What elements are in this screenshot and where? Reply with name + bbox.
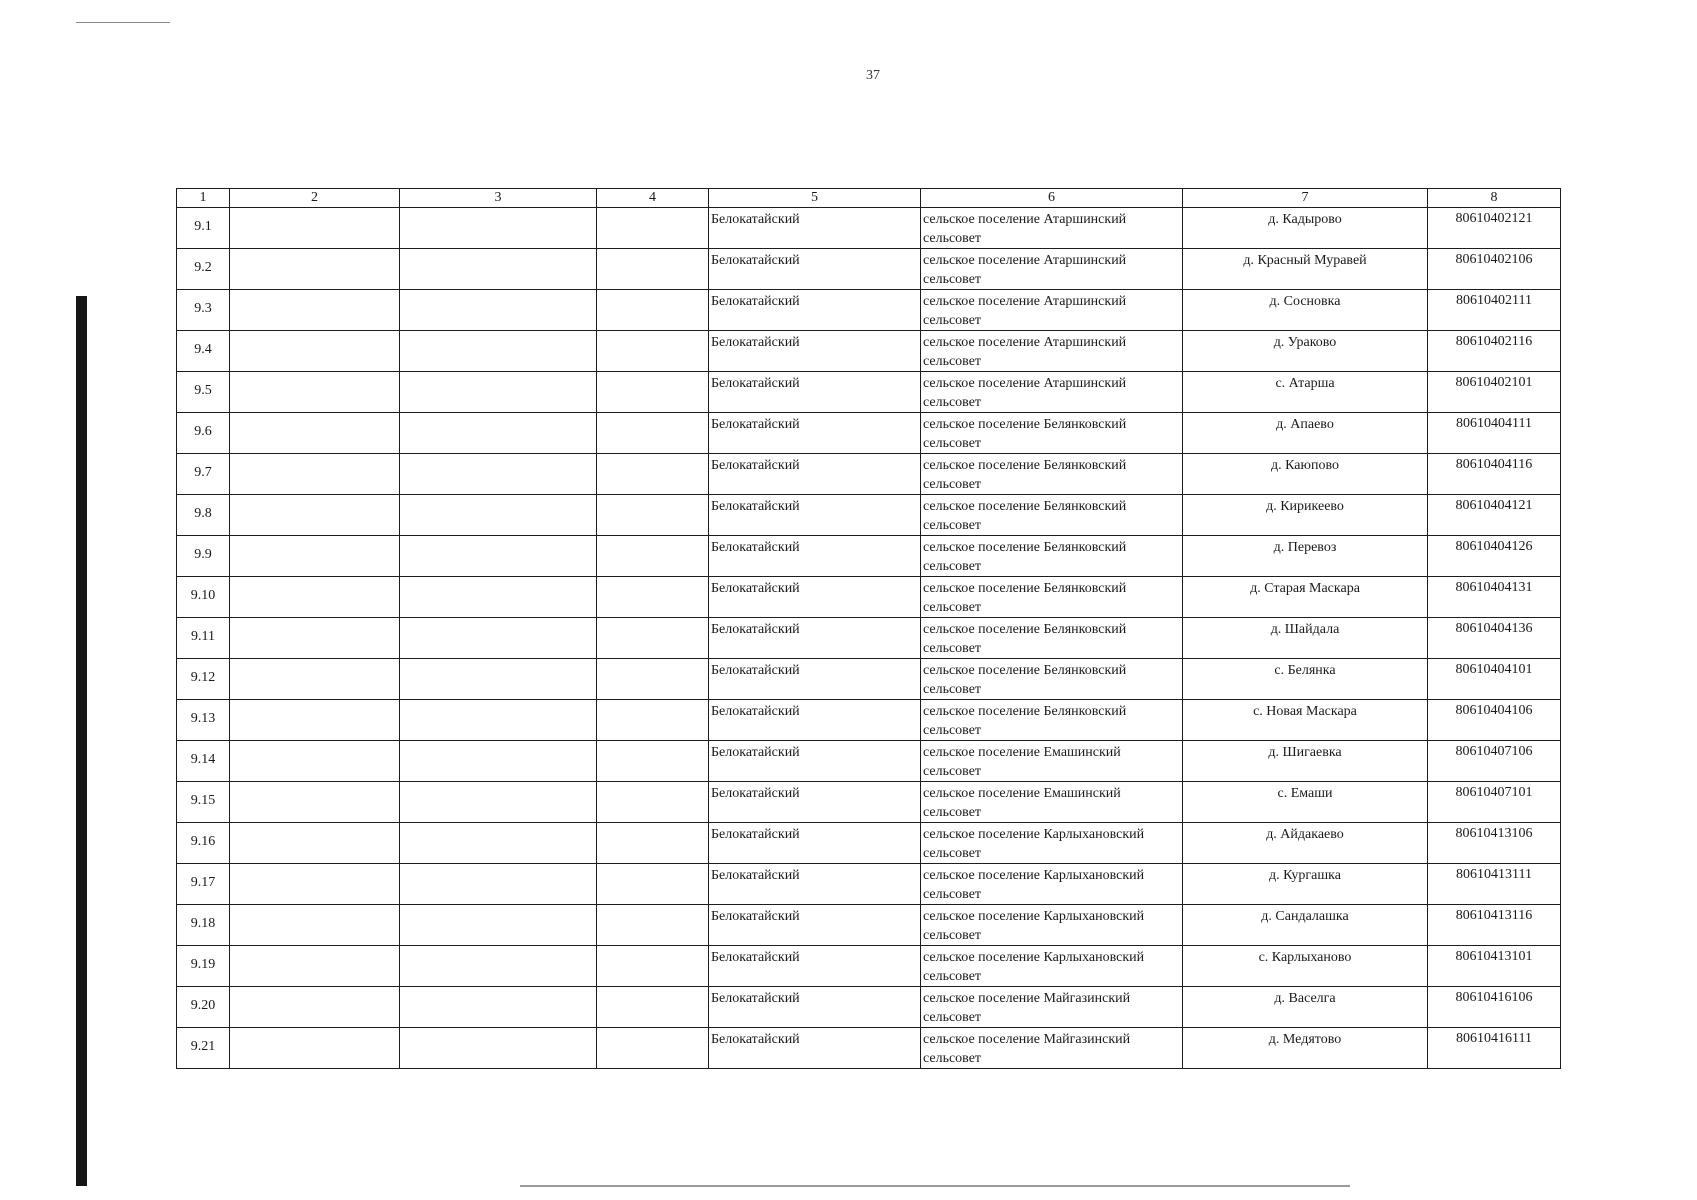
district-cell: Белокатайский [709, 782, 921, 823]
empty-cell-col-3 [400, 454, 597, 495]
row-number-cell: 9.13 [177, 700, 230, 741]
row-number-cell: 9.15 [177, 782, 230, 823]
row-number-cell: 9.5 [177, 372, 230, 413]
table-row [177, 659, 1561, 700]
empty-cell-col-2 [230, 782, 400, 823]
empty-cell-col-2 [230, 659, 400, 700]
district-cell: Белокатайский [709, 331, 921, 372]
settlement-cell: сельское поселение Емашинский сельсовет [921, 741, 1183, 782]
header-cell-col-2: 2 [230, 189, 400, 208]
register-table [176, 188, 1561, 1069]
oktmo-code-cell: 80610404121 [1428, 495, 1561, 536]
table-body [177, 208, 1561, 1069]
district-cell: Белокатайский [709, 864, 921, 905]
oktmo-code-cell: 80610404126 [1428, 536, 1561, 577]
locality-cell: д. Красный Муравей [1183, 249, 1428, 290]
row-number-cell: 9.19 [177, 946, 230, 987]
empty-cell-col-3 [400, 331, 597, 372]
empty-cell-col-2 [230, 413, 400, 454]
oktmo-code-cell: 80610404101 [1428, 659, 1561, 700]
empty-cell-col-2 [230, 454, 400, 495]
settlement-cell: сельское поселение Белянковский сельсовет [921, 536, 1183, 577]
district-cell: Белокатайский [709, 700, 921, 741]
oktmo-code-cell: 80610402116 [1428, 331, 1561, 372]
row-number-cell: 9.9 [177, 536, 230, 577]
locality-cell: с. Новая Маскара [1183, 700, 1428, 741]
table-row [177, 454, 1561, 495]
table-row [177, 290, 1561, 331]
empty-cell-col-2 [230, 495, 400, 536]
locality-cell: с. Белянка [1183, 659, 1428, 700]
register-table-container [176, 188, 1560, 1069]
header-cell-col-1: 1 [177, 189, 230, 208]
table-row [177, 618, 1561, 659]
row-number-cell: 9.17 [177, 864, 230, 905]
row-number-cell: 9.7 [177, 454, 230, 495]
empty-cell-col-3 [400, 577, 597, 618]
empty-cell-col-4 [597, 495, 709, 536]
locality-cell: д. Кадырово [1183, 208, 1428, 249]
scan-artifact-bottom-line [520, 1185, 1350, 1187]
district-cell: Белокатайский [709, 987, 921, 1028]
empty-cell-col-3 [400, 290, 597, 331]
empty-cell-col-4 [597, 782, 709, 823]
empty-cell-col-2 [230, 1028, 400, 1069]
settlement-cell: сельское поселение Емашинский сельсовет [921, 782, 1183, 823]
district-cell: Белокатайский [709, 659, 921, 700]
empty-cell-col-3 [400, 946, 597, 987]
empty-cell-col-2 [230, 946, 400, 987]
settlement-cell: сельское поселение Атаршинский сельсовет [921, 208, 1183, 249]
settlement-cell: сельское поселение Атаршинский сельсовет [921, 249, 1183, 290]
locality-cell: д. Медятово [1183, 1028, 1428, 1069]
row-number-cell: 9.10 [177, 577, 230, 618]
table-row [177, 864, 1561, 905]
empty-cell-col-4 [597, 987, 709, 1028]
table-row [177, 823, 1561, 864]
empty-cell-col-2 [230, 700, 400, 741]
oktmo-code-cell: 80610404111 [1428, 413, 1561, 454]
empty-cell-col-4 [597, 536, 709, 577]
settlement-cell: сельское поселение Атаршинский сельсовет [921, 331, 1183, 372]
table-row [177, 700, 1561, 741]
empty-cell-col-2 [230, 905, 400, 946]
table-row [177, 577, 1561, 618]
oktmo-code-cell: 80610416106 [1428, 987, 1561, 1028]
oktmo-code-cell: 80610404116 [1428, 454, 1561, 495]
empty-cell-col-2 [230, 208, 400, 249]
empty-cell-col-4 [597, 946, 709, 987]
oktmo-code-cell: 80610402106 [1428, 249, 1561, 290]
settlement-cell: сельское поселение Белянковский сельсовет [921, 700, 1183, 741]
row-number-cell: 9.16 [177, 823, 230, 864]
page-number: 37 [866, 68, 880, 83]
locality-cell: д. Васелга [1183, 987, 1428, 1028]
header-cell-col-5: 5 [709, 189, 921, 208]
district-cell: Белокатайский [709, 249, 921, 290]
table-row [177, 987, 1561, 1028]
settlement-cell: сельское поселение Карлыхановский сельсовет [921, 823, 1183, 864]
district-cell: Белокатайский [709, 618, 921, 659]
header-cell-col-7: 7 [1183, 189, 1428, 208]
locality-cell: с. Емаши [1183, 782, 1428, 823]
row-number-cell: 9.1 [177, 208, 230, 249]
empty-cell-col-4 [597, 618, 709, 659]
empty-cell-col-2 [230, 864, 400, 905]
settlement-cell: сельское поселение Атаршинский сельсовет [921, 290, 1183, 331]
empty-cell-col-2 [230, 823, 400, 864]
table-row [177, 331, 1561, 372]
settlement-cell: сельское поселение Карлыхановский сельсовет [921, 864, 1183, 905]
locality-cell: д. Каюпово [1183, 454, 1428, 495]
oktmo-code-cell: 80610413111 [1428, 864, 1561, 905]
empty-cell-col-3 [400, 536, 597, 577]
oktmo-code-cell: 80610413116 [1428, 905, 1561, 946]
row-number-cell: 9.8 [177, 495, 230, 536]
empty-cell-col-3 [400, 249, 597, 290]
empty-cell-col-2 [230, 577, 400, 618]
table-row [177, 413, 1561, 454]
table-row [177, 372, 1561, 413]
empty-cell-col-2 [230, 618, 400, 659]
table-row [177, 946, 1561, 987]
empty-cell-col-2 [230, 331, 400, 372]
scan-artifact-left-edge [76, 296, 87, 1186]
header-cell-col-3: 3 [400, 189, 597, 208]
table-row [177, 741, 1561, 782]
settlement-cell: сельское поселение Белянковский сельсовет [921, 454, 1183, 495]
empty-cell-col-4 [597, 577, 709, 618]
locality-cell: д. Кирикеево [1183, 495, 1428, 536]
scan-artifact-top-line [76, 22, 170, 23]
empty-cell-col-4 [597, 249, 709, 290]
empty-cell-col-3 [400, 782, 597, 823]
settlement-cell: сельское поселение Белянковский сельсовет [921, 577, 1183, 618]
empty-cell-col-3 [400, 864, 597, 905]
district-cell: Белокатайский [709, 290, 921, 331]
locality-cell: д. Айдакаево [1183, 823, 1428, 864]
empty-cell-col-3 [400, 700, 597, 741]
locality-cell: д. Старая Маскара [1183, 577, 1428, 618]
row-number-cell: 9.4 [177, 331, 230, 372]
empty-cell-col-3 [400, 618, 597, 659]
settlement-cell: сельское поселение Карлыхановский сельсовет [921, 905, 1183, 946]
row-number-cell: 9.20 [177, 987, 230, 1028]
district-cell: Белокатайский [709, 577, 921, 618]
empty-cell-col-4 [597, 659, 709, 700]
empty-cell-col-4 [597, 372, 709, 413]
empty-cell-col-3 [400, 741, 597, 782]
oktmo-code-cell: 80610404106 [1428, 700, 1561, 741]
district-cell: Белокатайский [709, 905, 921, 946]
oktmo-code-cell: 80610402121 [1428, 208, 1561, 249]
empty-cell-col-4 [597, 700, 709, 741]
empty-cell-col-4 [597, 864, 709, 905]
empty-cell-col-3 [400, 905, 597, 946]
district-cell: Белокатайский [709, 208, 921, 249]
row-number-cell: 9.14 [177, 741, 230, 782]
locality-cell: с. Карлыханово [1183, 946, 1428, 987]
empty-cell-col-4 [597, 1028, 709, 1069]
row-number-cell: 9.21 [177, 1028, 230, 1069]
header-cell-col-6: 6 [921, 189, 1183, 208]
locality-cell: д. Сосновка [1183, 290, 1428, 331]
empty-cell-col-4 [597, 454, 709, 495]
empty-cell-col-3 [400, 1028, 597, 1069]
header-row [177, 189, 1561, 208]
oktmo-code-cell: 80610413101 [1428, 946, 1561, 987]
empty-cell-col-4 [597, 331, 709, 372]
header-cell-col-8: 8 [1428, 189, 1561, 208]
settlement-cell: сельское поселение Белянковский сельсовет [921, 659, 1183, 700]
oktmo-code-cell: 80610407101 [1428, 782, 1561, 823]
empty-cell-col-4 [597, 823, 709, 864]
locality-cell: д. Апаево [1183, 413, 1428, 454]
empty-cell-col-2 [230, 249, 400, 290]
district-cell: Белокатайский [709, 454, 921, 495]
empty-cell-col-3 [400, 413, 597, 454]
settlement-cell: сельское поселение Белянковский сельсовет [921, 618, 1183, 659]
empty-cell-col-4 [597, 413, 709, 454]
locality-cell: с. Атарша [1183, 372, 1428, 413]
table-row [177, 249, 1561, 290]
empty-cell-col-2 [230, 290, 400, 331]
table-row [177, 495, 1561, 536]
locality-cell: д. Сандалашка [1183, 905, 1428, 946]
table-row [177, 208, 1561, 249]
empty-cell-col-3 [400, 208, 597, 249]
empty-cell-col-4 [597, 905, 709, 946]
oktmo-code-cell: 80610413106 [1428, 823, 1561, 864]
district-cell: Белокатайский [709, 823, 921, 864]
settlement-cell: сельское поселение Атаршинский сельсовет [921, 372, 1183, 413]
empty-cell-col-2 [230, 536, 400, 577]
header-cell-col-4: 4 [597, 189, 709, 208]
table-row [177, 536, 1561, 577]
table-row [177, 782, 1561, 823]
empty-cell-col-4 [597, 290, 709, 331]
oktmo-code-cell: 80610402101 [1428, 372, 1561, 413]
empty-cell-col-3 [400, 659, 597, 700]
settlement-cell: сельское поселение Белянковский сельсовет [921, 495, 1183, 536]
locality-cell: д. Шайдала [1183, 618, 1428, 659]
empty-cell-col-3 [400, 987, 597, 1028]
district-cell: Белокатайский [709, 372, 921, 413]
empty-cell-col-2 [230, 987, 400, 1028]
empty-cell-col-2 [230, 372, 400, 413]
locality-cell: д. Кургашка [1183, 864, 1428, 905]
row-number-cell: 9.3 [177, 290, 230, 331]
settlement-cell: сельское поселение Майгазинский сельсовет [921, 1028, 1183, 1069]
oktmo-code-cell: 80610404136 [1428, 618, 1561, 659]
oktmo-code-cell: 80610416111 [1428, 1028, 1561, 1069]
district-cell: Белокатайский [709, 741, 921, 782]
row-number-cell: 9.2 [177, 249, 230, 290]
locality-cell: д. Перевоз [1183, 536, 1428, 577]
table-row [177, 1028, 1561, 1069]
empty-cell-col-4 [597, 741, 709, 782]
empty-cell-col-4 [597, 208, 709, 249]
row-number-cell: 9.12 [177, 659, 230, 700]
oktmo-code-cell: 80610404131 [1428, 577, 1561, 618]
empty-cell-col-3 [400, 495, 597, 536]
settlement-cell: сельское поселение Майгазинский сельсовет [921, 987, 1183, 1028]
row-number-cell: 9.6 [177, 413, 230, 454]
district-cell: Белокатайский [709, 536, 921, 577]
locality-cell: д. Ураково [1183, 331, 1428, 372]
empty-cell-col-3 [400, 823, 597, 864]
settlement-cell: сельское поселение Белянковский сельсовет [921, 413, 1183, 454]
table-row [177, 905, 1561, 946]
row-number-cell: 9.11 [177, 618, 230, 659]
settlement-cell: сельское поселение Карлыхановский сельсовет [921, 946, 1183, 987]
district-cell: Белокатайский [709, 946, 921, 987]
district-cell: Белокатайский [709, 495, 921, 536]
empty-cell-col-3 [400, 372, 597, 413]
oktmo-code-cell: 80610402111 [1428, 290, 1561, 331]
empty-cell-col-2 [230, 741, 400, 782]
locality-cell: д. Шигаевка [1183, 741, 1428, 782]
district-cell: Белокатайский [709, 1028, 921, 1069]
oktmo-code-cell: 80610407106 [1428, 741, 1561, 782]
row-number-cell: 9.18 [177, 905, 230, 946]
district-cell: Белокатайский [709, 413, 921, 454]
